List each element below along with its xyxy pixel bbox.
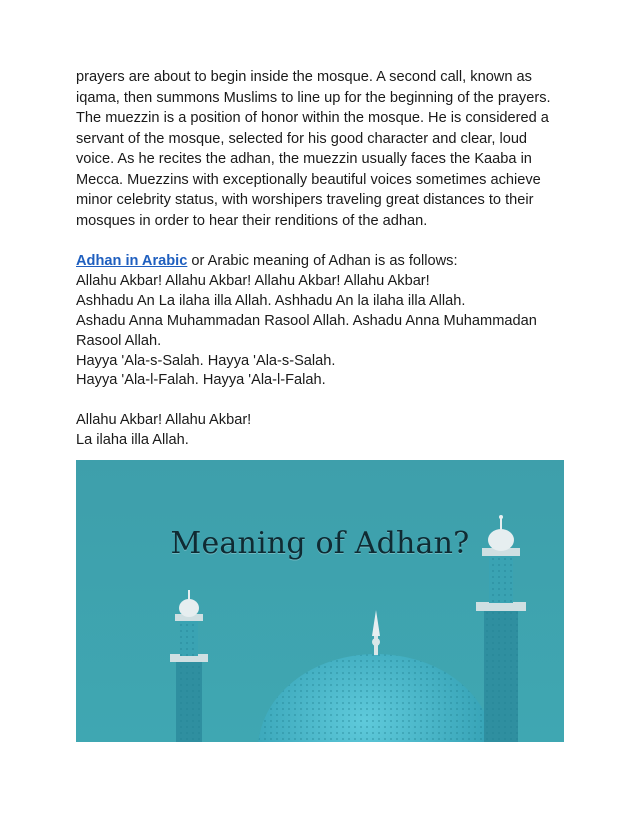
paragraph-line: mosques in order to hear their renditions of the adhan. — [76, 212, 428, 229]
paragraph-line: minor celebrity status, with worshipers traveling great distances to their — [76, 192, 534, 208]
mosque-illustration — [76, 460, 564, 742]
paragraph-line: servant of the mosque, selected for his good character and clear, loud — [76, 130, 528, 147]
adhan-intro-text: or Arabic meaning of Adhan is as follows: — [187, 253, 458, 269]
blank-line — [76, 391, 576, 411]
adhan-closing-line: La ilaha illa Allah. — [76, 432, 189, 449]
adhan-line: Ashadu Anna Muhammadan Rasool Allah. Ashadu Anna Muhammadan — [76, 312, 537, 329]
adhan-intro-line — [76, 252, 576, 272]
body-paragraph — [76, 67, 576, 231]
adhan-line: Allahu Akbar! Allahu Akbar! Allahu Akbar! Allahu Akbar! — [76, 272, 430, 289]
adhan-in-arabic-link[interactable]: Adhan in Arabic — [76, 253, 188, 269]
adhan-closing-line: Allahu Akbar! Allahu Akbar! — [76, 412, 252, 429]
paragraph-line: Mecca. Muezzins with exceptionally beautiful voices sometimes achieve — [76, 171, 541, 188]
adhan-line: Ashhadu An La ilaha illa Allah. Ashhadu An la ilaha illa Allah. — [76, 292, 466, 309]
adhan-line: Hayya 'Ala-l-Falah. Hayya 'Ala-l-Falah. — [76, 372, 326, 389]
paragraph-line: The muezzin is a position of honor within the mosque. He is considered a — [76, 110, 549, 126]
mosque-image — [76, 460, 564, 742]
paragraph-line: iqama, then summons Muslims to line up for the beginning of the prayers. — [76, 89, 551, 106]
adhan-line: Hayya 'Ala-s-Salah. Hayya 'Ala-s-Salah. — [76, 352, 336, 369]
adhan-section — [76, 252, 576, 451]
paragraph-line: prayers are about to begin inside the mosque. A second call, known as — [76, 69, 532, 85]
adhan-line: Rasool Allah. — [76, 332, 162, 349]
image-title: Meaning of Adhan? — [170, 526, 470, 561]
paragraph-line: voice. As he recites the adhan, the muezzin usually faces the Kaaba in — [76, 151, 532, 167]
